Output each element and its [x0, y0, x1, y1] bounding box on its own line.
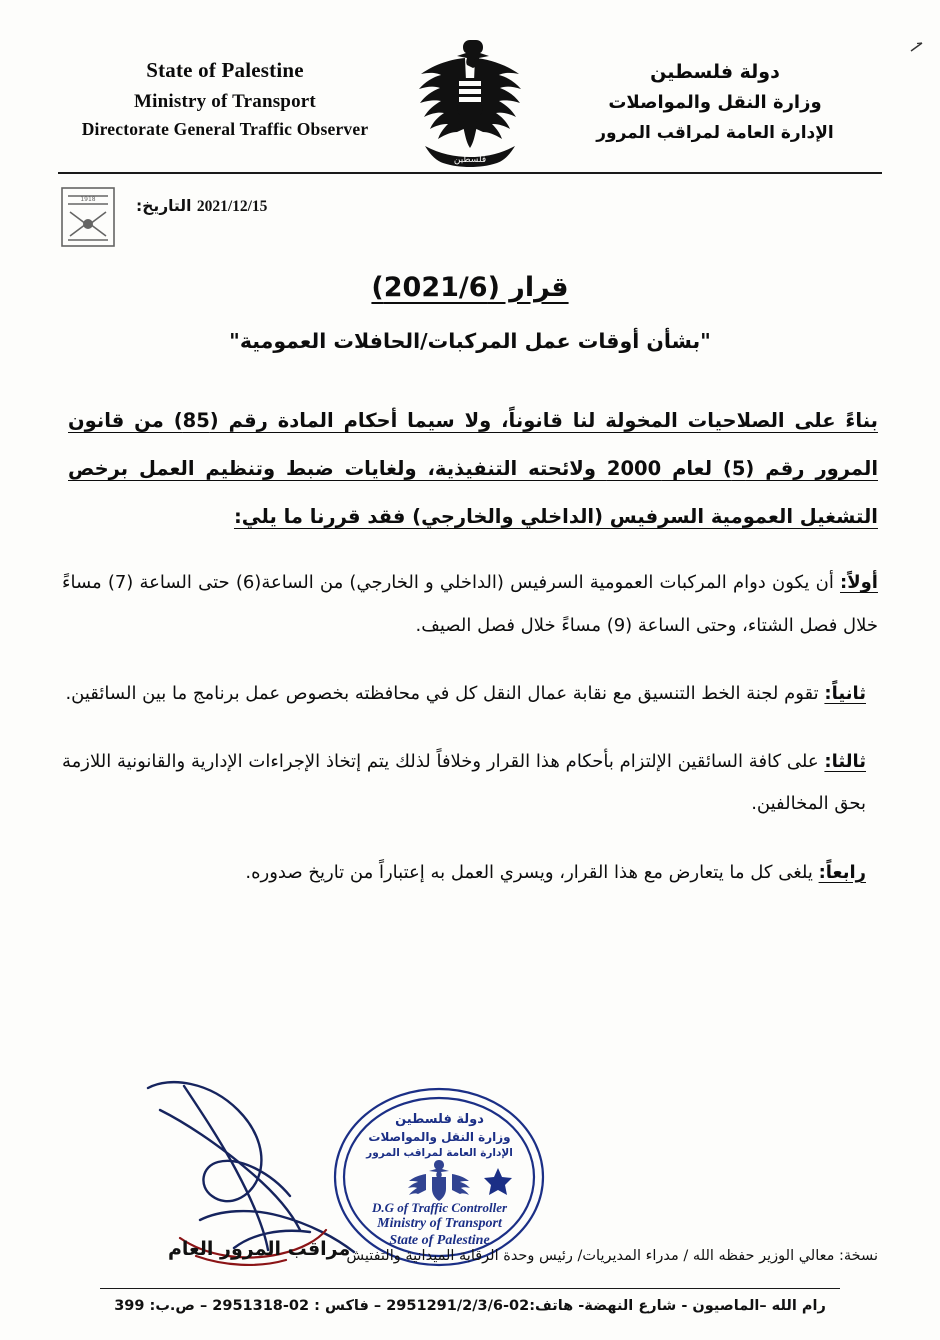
clause-4: [62, 852, 878, 894]
clause-4-text: يلغى كل ما يتعارض مع هذا القرار، ويسري العمل به إعتباراً من تاريخ صدوره.: [245, 861, 819, 883]
decision-subtitle: "بشأن أوقات عمل المركبات/الحافلات العمومية": [229, 329, 711, 353]
stamp-en-line3: State of Palestine: [389, 1233, 490, 1248]
header-divider: [58, 172, 882, 174]
header-english-block: [60, 38, 390, 143]
clause-2-text: تقوم لجنة الخط التنسيق مع نقابة عمال النقل كل في محافظته بخصوص عمل برنامج ما بين السائقين.: [65, 682, 825, 704]
document-header: [60, 38, 880, 168]
decision-title: قرار (2021/6): [371, 272, 569, 303]
clause-4-lead: رابعاً:: [818, 861, 866, 883]
clause-3: [62, 741, 878, 826]
svg-text:فلسطين: فلسطين: [453, 155, 487, 165]
document-body: [62, 272, 878, 914]
clause-2-lead: ثانياً:: [824, 682, 866, 704]
clause-1-lead: أولاً:: [840, 572, 878, 594]
signature-title: مراقب المرور العام: [168, 1238, 351, 1260]
copies-distribution-line: نسخة: معالي الوزير حفظه الله / مدراء المديريات/ رئيس وحدة الرقابة الميدانية والتفتيش: [346, 1248, 878, 1264]
decision-preamble: بناءً على الصلاحيات المخولة لنا قانوناً، ولا سيما أحكام المادة رقم (85) من قانون المرور رقم (5) لعام 2000 ولائحته التنفيذية، ولغايات ضبط وتنظيم العمل برخص التشغيل العمومية السرفيس (الداخلي والخارجي) فقد قررنا ما يلي:: [68, 409, 878, 528]
header-en-line1: State of Palestine: [146, 58, 304, 82]
header-ar-line2: وزارة النقل والمواصلات: [608, 92, 822, 114]
footer-divider: [100, 1288, 840, 1289]
footer-contact-line: رام الله –الماصيون - شارع النهضة- هاتف:02-2951291/2/3/6 – فاكس : 02-2951318 – ص.ب: 399: [114, 1298, 826, 1314]
header-arabic-block: [550, 38, 880, 148]
official-round-stamp-icon: [332, 1082, 547, 1272]
header-ar-line1: دولة فلسطين: [650, 61, 780, 83]
stamp-text-block: [332, 1082, 547, 1272]
palestine-eagle-emblem-icon: [395, 34, 545, 169]
stamp-en-line1: D.G of Traffic Controller: [371, 1200, 508, 1215]
clause-3-lead: ثالثا:: [824, 751, 866, 773]
clause-1: [62, 562, 878, 647]
stamp-ar-line1: دولة فلسطين: [395, 1112, 484, 1127]
received-ink-stamp-icon: [58, 184, 118, 250]
document-date-value: 2021/12/15: [196, 198, 268, 215]
stamp-ar-line3: الإدارة العامة لمراقب المرور: [366, 1147, 513, 1159]
corner-mark-icon: [910, 40, 924, 54]
header-en-line2: Ministry of Transport: [134, 90, 316, 112]
document-date-label: التاريخ:: [136, 197, 192, 215]
header-en-line3: Directorate General Traffic Observer: [81, 118, 369, 139]
clause-3-text: على كافة السائقين الإلتزام بأحكام هذا القرار وخلافاً لذلك يتم إتخاذ الإجراءات الإدارية والقانونية اللازمة بحق المخالفين.: [62, 751, 866, 815]
stamp-en-line2: Ministry of Transport: [377, 1216, 502, 1231]
clause-1-text: أن يكون دوام المركبات العمومية السرفيس (الداخلي و الخارجي) من الساعة(6) حتى الساعة (7) مساءً خلال فصل الشتاء، وحتى الساعة (9) مساءً خلال فصل الصيف.: [62, 572, 878, 636]
header-ar-line3: الإدارة العامة لمراقب المرور: [596, 122, 834, 143]
date-row: [58, 188, 438, 248]
signature-area: [60, 1060, 880, 1280]
clause-2: [62, 673, 878, 715]
svg-text:1918: 1918: [80, 196, 96, 203]
stamp-ar-line2: وزارة النقل والمواصلات: [368, 1130, 511, 1144]
document-date: [136, 197, 267, 216]
